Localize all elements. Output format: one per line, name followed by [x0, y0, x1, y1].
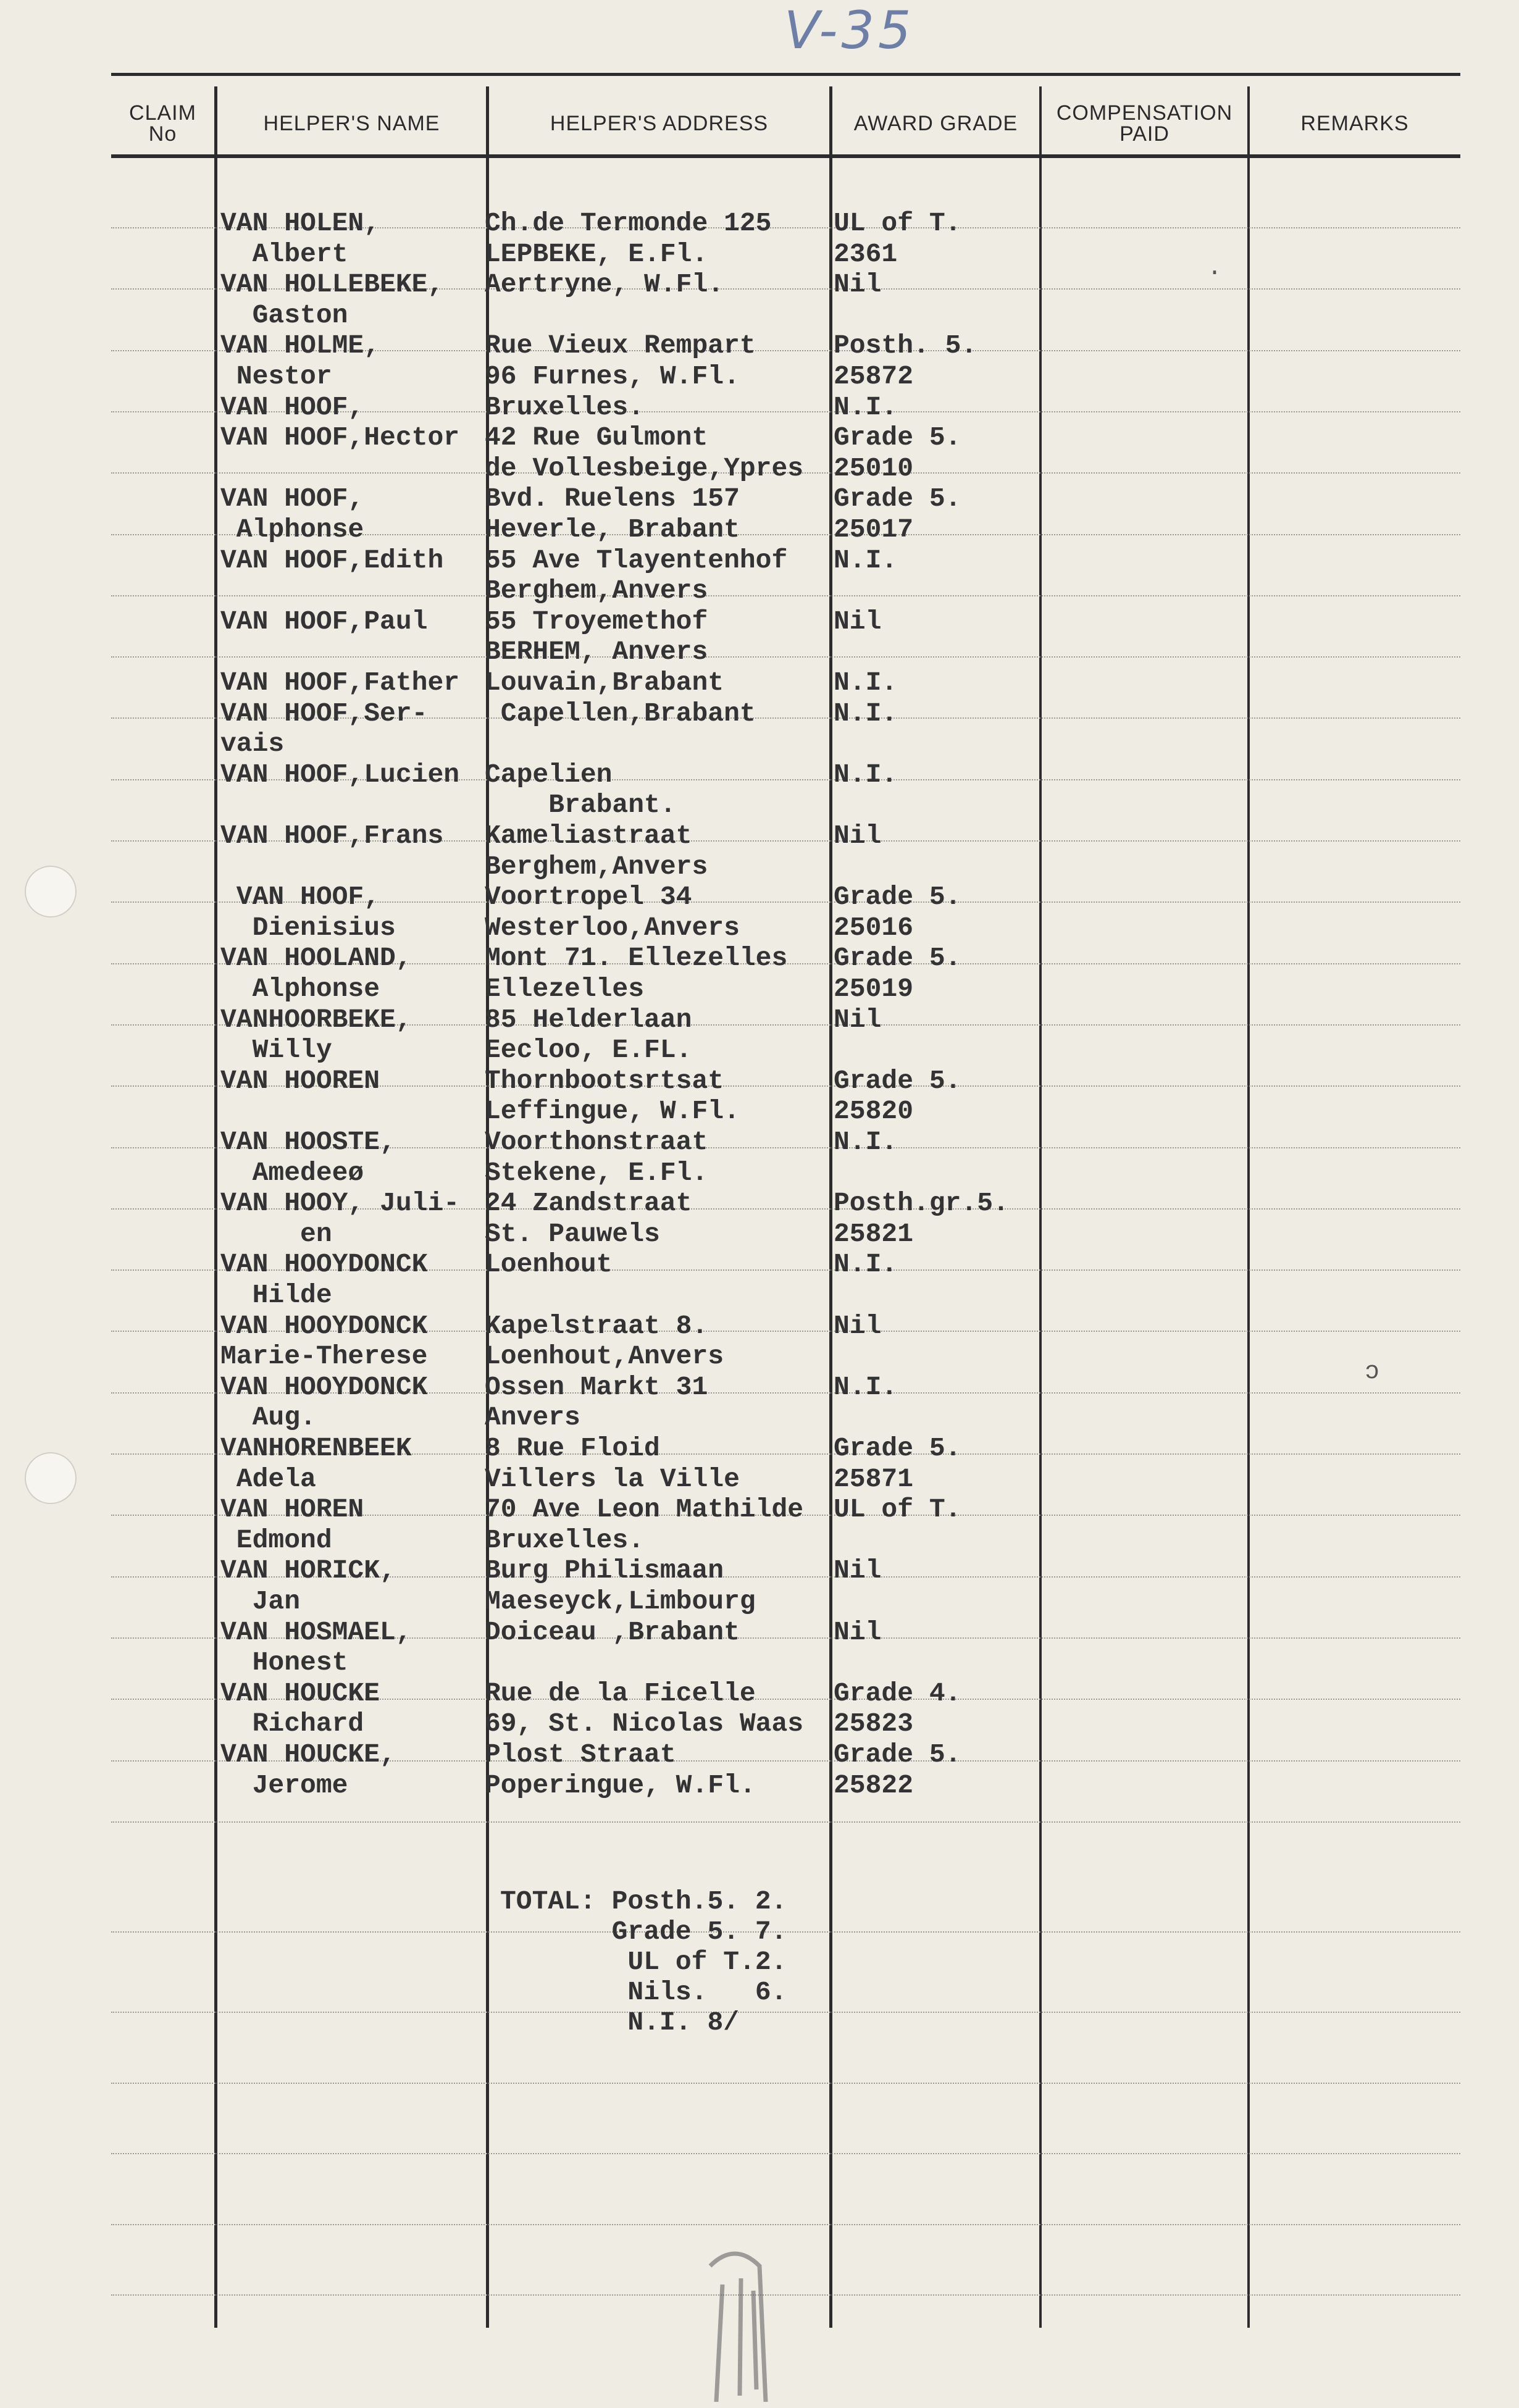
award-grade-cell: 2361: [834, 238, 898, 269]
award-grade-cell: Grade 5.: [834, 1739, 961, 1770]
helper-address-cell: Capellen,Brabant: [485, 698, 756, 729]
helper-address-cell: Rue de la Ficelle: [485, 1678, 756, 1708]
award-grade-cell: 25872: [834, 361, 914, 391]
header-award-grade: AWARD GRADE: [853, 112, 1018, 135]
helper-address-cell: Louvain,Brabant: [485, 667, 724, 698]
award-grade-cell: N.I.: [834, 1371, 898, 1402]
helper-address-cell: LEPBEKE, E.Fl.: [485, 238, 708, 269]
helper-address-cell: 24 Zandstraat: [485, 1188, 692, 1219]
total-line: Grade 5. 7.: [500, 1917, 787, 1947]
award-grade-cell: Grade 5.: [834, 483, 961, 514]
helper-address-cell: Voortropel 34: [485, 882, 692, 913]
helper-address-cell: Berghem,Anvers: [485, 575, 708, 606]
helper-name-cell: VAN HOREN: [220, 1494, 364, 1525]
helper-address-cell: Berghem,Anvers: [485, 851, 708, 882]
helper-address-cell: Villers la Ville: [485, 1463, 740, 1494]
helper-address-cell: Bruxelles.: [485, 391, 645, 422]
punch-hole-upper: [25, 866, 77, 918]
column-divider-1: [214, 86, 217, 2328]
helper-name-cell: Aug.: [220, 1402, 316, 1433]
helper-name-cell: Albert: [220, 238, 348, 269]
award-grade-cell: N.I.: [834, 1127, 898, 1157]
award-grade-cell: Nil: [834, 1310, 882, 1341]
award-grade-cell: Posth. 5.: [834, 330, 977, 361]
helper-name-cell: Jan: [220, 1586, 301, 1616]
helper-address-cell: Voorthonstraat: [485, 1127, 708, 1157]
header-claim-no-line2: No: [148, 122, 177, 146]
helper-name-cell: VAN HOUCKE: [220, 1678, 380, 1708]
handwritten-file-mark: V-35: [784, 0, 915, 61]
helper-address-cell: Kapelstraat 8.: [485, 1310, 708, 1341]
helper-address-cell: Burg Philismaan: [485, 1555, 724, 1586]
award-grade-cell: Nil: [834, 1555, 882, 1586]
helper-address-cell: Eecloo, E.FL.: [485, 1035, 692, 1066]
award-grade-cell: Grade 5.: [834, 1433, 961, 1463]
total-line: Nils. 6.: [500, 1977, 787, 2007]
award-grade-cell: N.I.: [834, 759, 898, 790]
helper-address-cell: Bvd. Ruelens 157: [485, 483, 740, 514]
award-grade-cell: N.I.: [834, 667, 898, 698]
award-grade-cell: Nil: [834, 1004, 882, 1035]
helper-name-cell: VAN HORICK,: [220, 1555, 396, 1586]
helper-address-cell: 8 Rue Floid: [485, 1433, 660, 1463]
helper-name-cell: Willy: [220, 1035, 332, 1066]
helper-name-cell: VAN HOOREN: [220, 1065, 380, 1096]
award-grade-cell: Grade 5.: [834, 422, 961, 453]
helper-address-cell: Rue Vieux Rempart: [485, 330, 756, 361]
helper-name-cell: Amedeeø: [220, 1157, 364, 1188]
helper-address-cell: Ch.de Termonde 125: [485, 208, 772, 238]
helper-address-cell: Leffingue, W.Fl.: [485, 1096, 740, 1127]
helper-name-cell: Jerome: [220, 1770, 348, 1800]
header-compensation-line2: PAID: [1119, 122, 1170, 146]
award-grade-cell: 25823: [834, 1708, 914, 1739]
helper-address-cell: Bruxelles.: [485, 1524, 645, 1555]
helper-address-cell: Westerloo,Anvers: [485, 912, 740, 943]
award-grade-cell: Grade 5.: [834, 882, 961, 913]
award-grade-cell: 25871: [834, 1463, 914, 1494]
helper-name-cell: VAN HOOF,Edith: [220, 545, 444, 575]
helper-name-cell: Nestor: [220, 361, 332, 391]
helper-name-cell: VAN HOOYDONCK: [220, 1371, 428, 1402]
award-grade-cell: Nil: [834, 1616, 882, 1647]
helper-address-cell: 55 Troyemethof: [485, 606, 708, 637]
helper-name-cell: VAN HOLLEBEKE,: [220, 269, 444, 300]
header-helper-address: HELPER'S ADDRESS: [550, 112, 769, 135]
helper-name-cell: VAN HOOF,: [220, 882, 380, 913]
helper-address-cell: Anvers: [485, 1402, 580, 1433]
helper-address-cell: Capelien: [485, 759, 613, 790]
award-grade-cell: UL of T.: [834, 1494, 961, 1525]
ruled-line: [111, 2083, 1460, 2084]
helper-address-cell: Ossen Markt 31: [485, 1371, 708, 1402]
helper-name-cell: VAN HOOF,Lucien: [220, 759, 460, 790]
helper-address-cell: Ellezelles: [485, 974, 645, 1004]
helper-address-cell: 69, St. Nicolas Waas: [485, 1708, 804, 1739]
helper-name-cell: VAN HOOF,Father: [220, 667, 460, 698]
helper-address-cell: Doiceau ,Brabant: [485, 1616, 740, 1647]
helper-name-cell: VAN HOLEN,: [220, 208, 380, 238]
award-grade-cell: 25821: [834, 1218, 914, 1249]
header-compensation-paid: [1042, 93, 1247, 154]
ruled-line: [111, 2012, 1460, 2013]
helper-address-cell: 70 Ave Leon Mathilde: [485, 1494, 804, 1525]
ruled-line: [111, 2294, 1460, 2296]
total-line: UL of T.2.: [500, 1947, 787, 1977]
helper-name-cell: Marie-Therese: [220, 1341, 428, 1372]
award-grade-cell: 25016: [834, 912, 914, 943]
header-claim-no-line1: CLAIM: [129, 101, 196, 125]
award-grade-cell: N.I.: [834, 698, 898, 729]
helper-name-cell: VAN HOOLAND,: [220, 943, 412, 974]
award-grade-cell: Nil: [834, 269, 882, 300]
award-grade-cell: Grade 5.: [834, 943, 961, 974]
award-grade-cell: Posth.gr.5.: [834, 1188, 1009, 1219]
award-grade-cell: UL of T.: [834, 208, 961, 238]
helper-address-cell: Brabant.: [485, 790, 676, 821]
stray-mark: ·: [1207, 259, 1223, 287]
helper-name-cell: Edmond: [220, 1524, 332, 1555]
helper-name-cell: en: [220, 1218, 332, 1249]
award-grade-cell: 25019: [834, 974, 914, 1004]
helper-address-cell: 96 Furnes, W.Fl.: [485, 361, 740, 391]
ruled-line: [111, 656, 1460, 658]
helper-name-cell: VAN HOOF,Ser-: [220, 698, 428, 729]
helper-name-cell: VANHOORBEKE,: [220, 1004, 412, 1035]
award-grade-cell: 25820: [834, 1096, 914, 1127]
helper-name-cell: VAN HOOYDONCK: [220, 1310, 428, 1341]
total-line: N.I. 8/: [500, 2007, 740, 2038]
helper-name-cell: Hilde: [220, 1280, 332, 1310]
helper-address-cell: Poperingue, W.Fl.: [485, 1770, 756, 1800]
column-divider-3: [829, 86, 832, 2328]
helper-address-cell: Maeseyck,Limbourg: [485, 1586, 756, 1616]
helper-name-cell: Adela: [220, 1463, 316, 1494]
helper-address-cell: Aertryne, W.Fl.: [485, 269, 724, 300]
award-grade-cell: 25010: [834, 453, 914, 483]
ruled-line: [111, 2224, 1460, 2225]
helper-name-cell: Richard: [220, 1708, 364, 1739]
helper-name-cell: VAN HOOF,: [220, 391, 364, 422]
award-grade-cell: N.I.: [834, 391, 898, 422]
helper-name-cell: Gaston: [220, 299, 348, 330]
helper-address-cell: Loenhout,Anvers: [485, 1341, 724, 1372]
helper-name-cell: VAN HOOYDONCK: [220, 1249, 428, 1280]
helper-address-cell: 85 Helderlaan: [485, 1004, 692, 1035]
helper-name-cell: Honest: [220, 1647, 348, 1678]
helper-name-cell: VAN HOOF,Paul: [220, 606, 428, 637]
award-grade-cell: Grade 4.: [834, 1678, 961, 1708]
ruled-line: [111, 595, 1460, 596]
header-claim-no: [111, 93, 214, 154]
helper-name-cell: Alphonse: [220, 974, 380, 1004]
column-divider-5: [1247, 86, 1250, 2328]
pencil-smudge: [698, 2241, 778, 2408]
column-divider-4: [1039, 86, 1042, 2328]
helper-name-cell: VAN HOOF,Frans: [220, 821, 444, 851]
header-bottom-rule: [111, 154, 1460, 158]
helper-name-cell: VAN HOSMAEL,: [220, 1616, 412, 1647]
award-grade-cell: Grade 5.: [834, 1065, 961, 1096]
award-grade-cell: 25822: [834, 1770, 914, 1800]
helper-name-cell: VAN HOOY, Juli-: [220, 1188, 460, 1219]
helper-name-cell: VANHORENBEEK: [220, 1433, 412, 1463]
helper-address-cell: Heverle, Brabant: [485, 514, 740, 545]
header-helper-name: HELPER'S NAME: [263, 112, 440, 135]
helper-address-cell: Mont 71. Ellezelles: [485, 943, 788, 974]
helper-address-cell: Kameliastraat: [485, 821, 692, 851]
helper-name-cell: VAN HOUCKE,: [220, 1739, 396, 1770]
stray-mark: ͻ: [1365, 1358, 1380, 1386]
header-top-rule: [111, 73, 1460, 76]
helper-name-cell: VAN HOOF,: [220, 483, 364, 514]
ruled-line: [111, 1821, 1460, 1823]
award-grade-cell: N.I.: [834, 1249, 898, 1280]
helper-address-cell: 55 Ave Tlayentenhof: [485, 545, 788, 575]
helper-address-cell: Thornbootsrtsat: [485, 1065, 724, 1096]
helper-name-cell: VAN HOLME,: [220, 330, 380, 361]
ruled-line: [111, 2153, 1460, 2154]
helper-name-cell: vais: [220, 729, 285, 759]
header-compensation-line1: COMPENSATION: [1056, 101, 1233, 125]
helper-address-cell: Loenhout: [485, 1249, 613, 1280]
helper-address-cell: St. Pauwels: [485, 1218, 660, 1249]
helper-address-cell: de Vollesbeige,Ypres: [485, 453, 804, 483]
helper-address-cell: Plost Straat: [485, 1739, 676, 1770]
award-grade-cell: 25017: [834, 514, 914, 545]
helper-name-cell: VAN HOOSTE,: [220, 1127, 396, 1157]
helper-address-cell: Stekene, E.Fl.: [485, 1157, 708, 1188]
award-grade-cell: Nil: [834, 606, 882, 637]
helper-address-cell: BERHEM, Anvers: [485, 637, 708, 667]
header-remarks: REMARKS: [1300, 112, 1409, 135]
helper-name-cell: VAN HOOF,Hector: [220, 422, 460, 453]
helper-address-cell: 42 Rue Gulmont: [485, 422, 708, 453]
award-grade-cell: Nil: [834, 821, 882, 851]
total-line: TOTAL: Posth.5. 2.: [500, 1886, 787, 1917]
helper-name-cell: Dienisius: [220, 912, 396, 943]
punch-hole-lower: [25, 1452, 77, 1504]
helper-name-cell: Alphonse: [220, 514, 364, 545]
award-grade-cell: N.I.: [834, 545, 898, 575]
